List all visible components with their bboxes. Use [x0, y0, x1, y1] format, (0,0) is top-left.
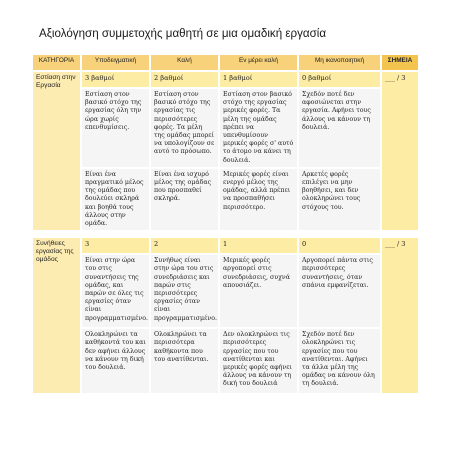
description-cell: Μερικές φορές είναι ενεργό μέλος της ομάδας, αλλά πρέπει να προσπαθήσει περισσότερο. — [219, 168, 298, 231]
category-cell: Συνήθειες εργασίας της ομάδος — [32, 237, 81, 394]
description-cell: Εστίαση στον βασικό στόχο της εργασίας τις περισσότερες φορές. Τα μέλη της ομάδας μπορεί να υπολογίζουν σε αυτό το πρόσωπο. — [150, 88, 219, 168]
score-cell: 3 — [81, 237, 150, 254]
score-cell: 0 βαθμοί — [298, 71, 381, 88]
description-cell: Μερικές φορές αργοπορεί στις συνεδριάσεις, συχνά απουσιάζει. — [219, 254, 298, 328]
score-cell: 2 βαθμοί — [150, 71, 219, 88]
description-cell: Ολοκληρώνει τα περισσότερα καθήκοντα που του ανατίθενται. — [150, 328, 219, 394]
description-cell: Σχεδόν ποτέ δεν ολοκληρώνει τις εργασίες που του ανατίθενται. Αφήνει τα άλλα μέλη της ομάδας να κάνουν όλη τη δουλειά. — [298, 328, 381, 394]
description-cell: Αρκετές φορές επιλέγει να μην βοηθήσει, και δεν ολοκληρώνει τους στόχους του. — [298, 168, 381, 231]
description-cell: Είναι ένα ισχυρό μέλος της ομάδας που προσπαθεί σκληρά. — [150, 168, 219, 231]
score-cell: 1 βαθμοί — [219, 71, 298, 88]
description-cell: Σχεδόν ποτέ δεν αφοσιώνεται στην εργασία. Αφήνει τους άλλους να κάνουν τη δουλειά. — [298, 88, 381, 168]
table-row — [32, 71, 419, 88]
score-cell: 3 βαθμοί — [81, 71, 150, 88]
header-partial: Εν μέρει καλή — [219, 54, 298, 71]
header-poor: Μη ικανοποιητική — [298, 54, 381, 71]
table-row — [32, 328, 419, 394]
header-row — [32, 54, 419, 71]
description-cell: Δεν ολοκληρώνει τις περισσότερες εργασίες που του ανατίθενται και μερικές φορές αφήνει άλλους να κάνουν τη δική του δουλειά — [219, 328, 298, 394]
description-cell: Εστίαση στον βασικό στόχο της εργασίας μερικές φορές. Τα μέλη της ομάδας πρέπει να υπενθυμίσουν μερικές φορές σ' αυτό το άτομο να κάνει τη δουλειά. — [219, 88, 298, 168]
table-row — [32, 168, 419, 231]
description-cell: Εστίαση στον βασικό στόχο της εργασίας όλη την ώρα χωρίς επενθυμίσεις. — [81, 88, 150, 168]
score-cell: 2 — [150, 237, 219, 254]
score-cell: 0 — [298, 237, 381, 254]
description-cell: Είναι ένα πραγματικό μέλος της ομάδας που δουλεύει σκληρά και βοηθά τους άλλους στην ομάδα. — [81, 168, 150, 231]
points-cell: ___ / 3 — [381, 71, 419, 231]
header-excellent: Υποδειγματική — [81, 54, 150, 71]
header-good: Καλή — [150, 54, 219, 71]
category-cell: Εστίαση στην Εργασία — [32, 71, 81, 231]
header-category: ΚΑΤΗΓΟΡΙΑ — [32, 54, 81, 71]
description-cell: Ολοκληρώνει τα καθήκοντά του και δεν αφήνει άλλους να κάνουν τη δική του δουλειά. — [81, 328, 150, 394]
table-row — [32, 254, 419, 328]
description-cell: Συνήθως είναι στην ώρα του στις συνεδριάσεις και παρών στις περισσότερες εργασίες όταν είναι προγραμματισμένο. — [150, 254, 219, 328]
description-cell: Είναι στην ώρα του στις συναντήσεις της ομάδας, και παρών σε όλες τις εργασίες όταν είναι προγραμματισμένο. — [81, 254, 150, 328]
header-points: ΣΗΜΕΙΑ — [381, 54, 419, 71]
page-title: Αξιολόγηση συμμετοχής μαθητή σε μια ομαδική εργασία — [39, 27, 327, 40]
description-cell: Αργοπορεί πάντα στις περισσότερες συναντήσεις, όταν σπάνια εμφανίζεται. — [298, 254, 381, 328]
points-cell: ___ / 3 — [381, 237, 419, 394]
table-row — [32, 237, 419, 254]
score-cell: 1 — [219, 237, 298, 254]
rubric-table — [31, 53, 420, 395]
table-row — [32, 88, 419, 168]
